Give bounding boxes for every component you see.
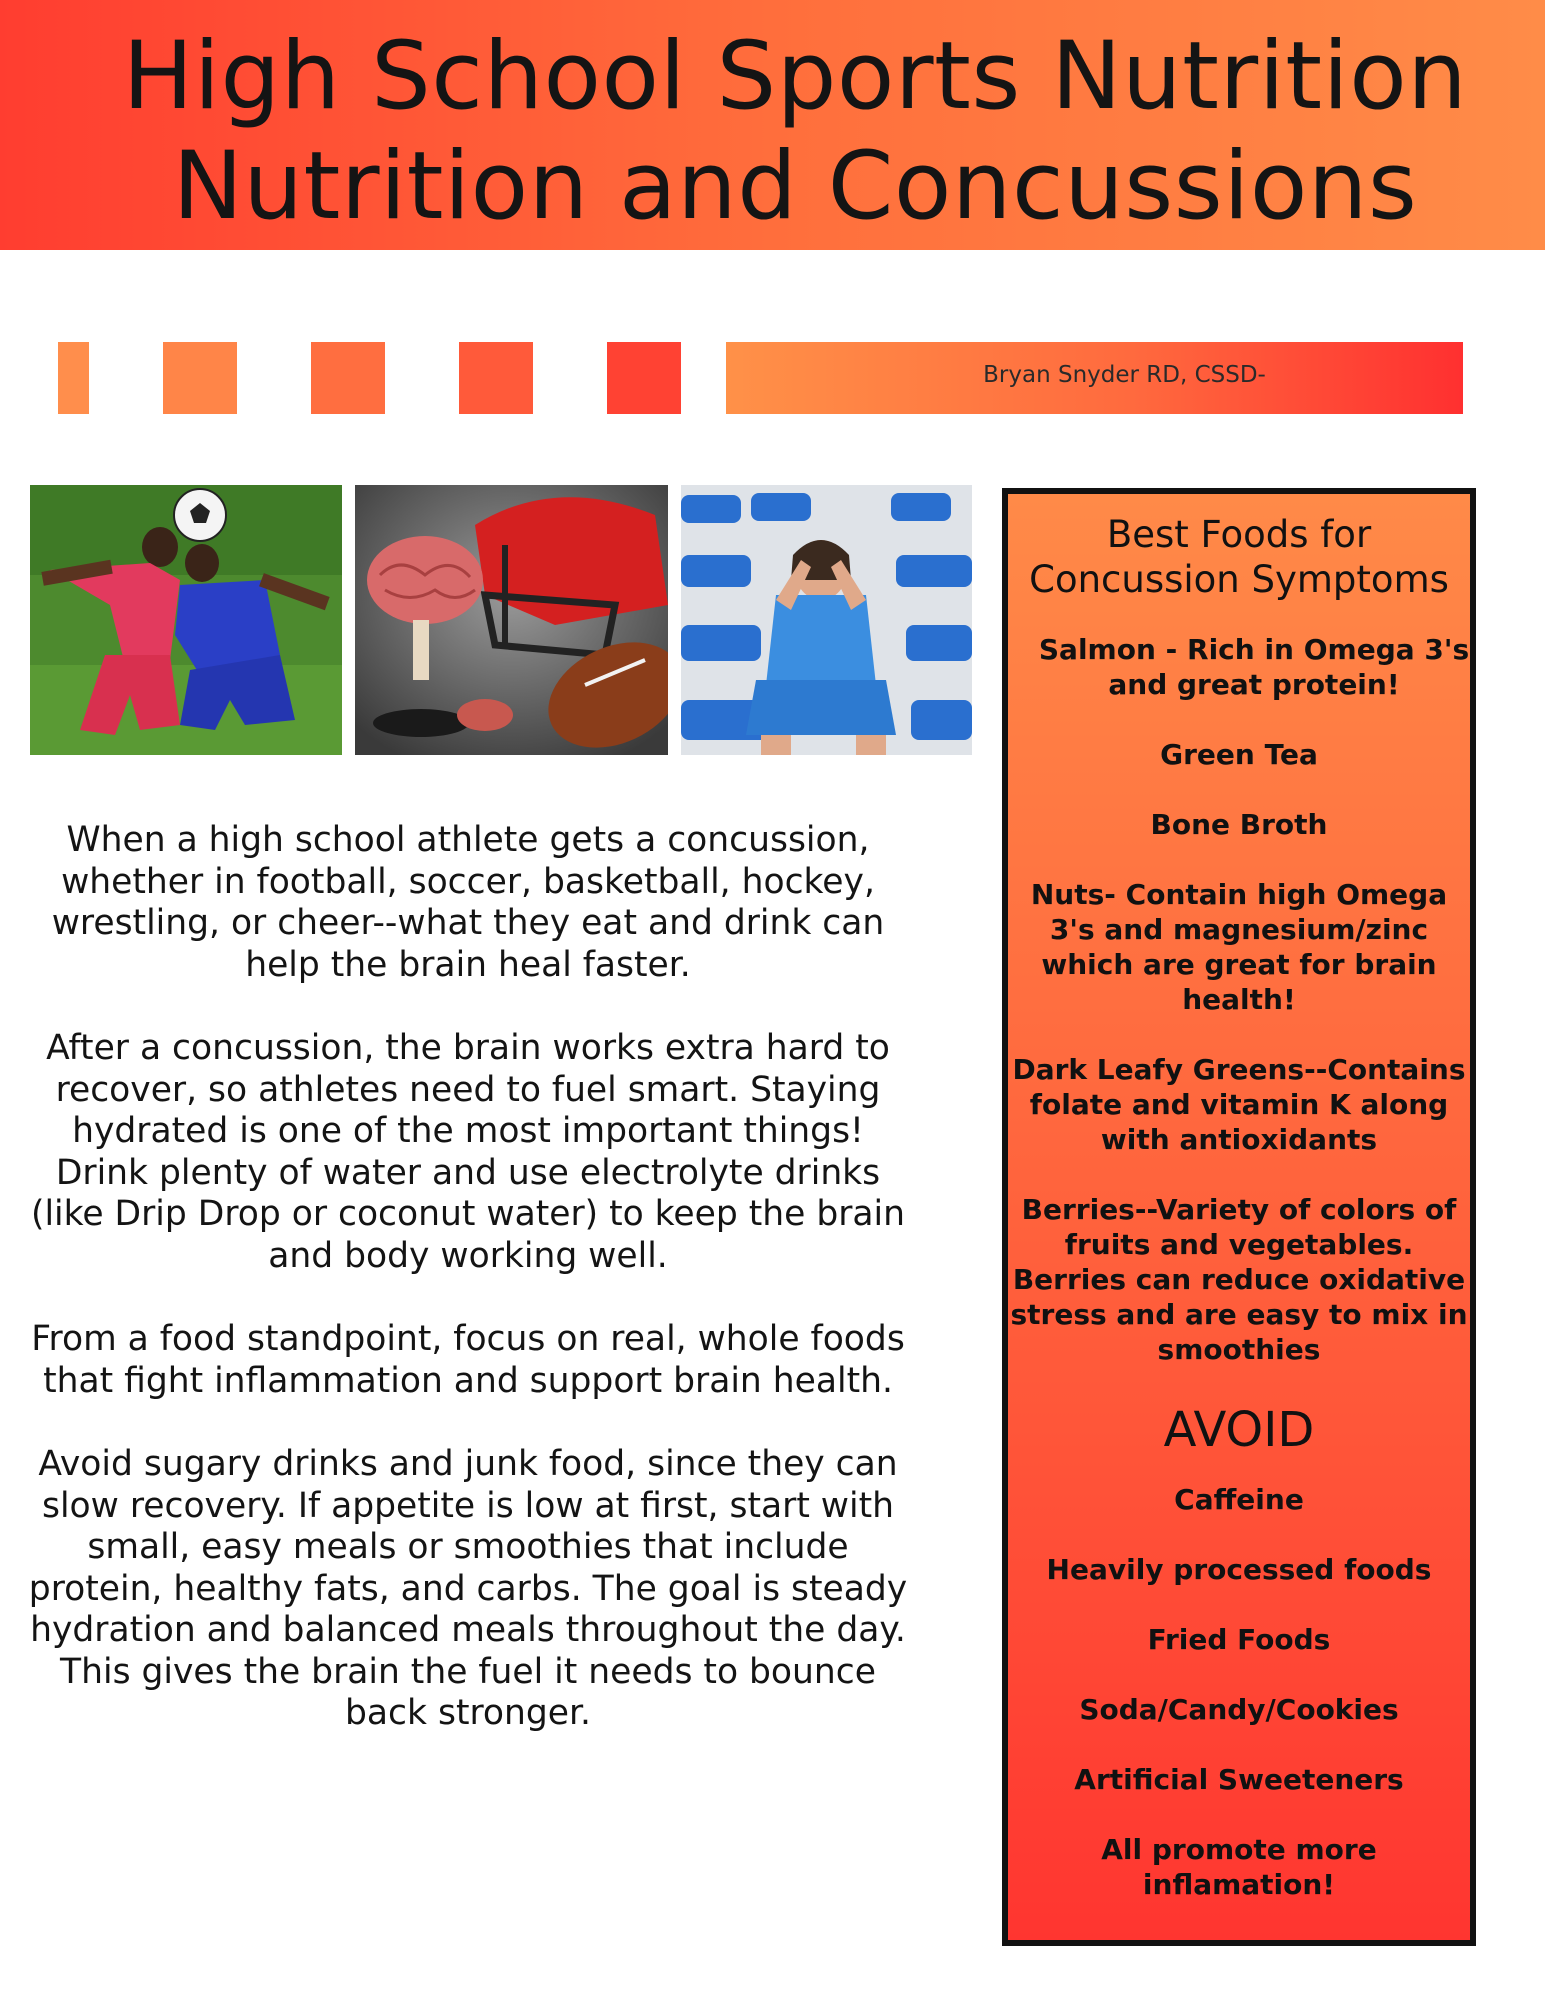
food-item-salmon: Salmon - Rich in Omega 3's and great protein! <box>1038 633 1470 701</box>
avoid-item-fried-foods: Fried Foods <box>1147 1623 1331 1656</box>
food-item-nuts: Nuts- Contain high Omega 3's and magnesium/zinc which are great for brain health! <box>1030 878 1448 1016</box>
avoid-item-processed-foods: Heavily processed foods <box>1046 1553 1432 1586</box>
photo-athlete-head-in-hands <box>681 485 972 755</box>
sidebar-title: Best Foods for Concussion Symptoms <box>1029 513 1449 601</box>
food-item-green-tea: Green Tea <box>1160 738 1318 771</box>
food-item-leafy-greens: Dark Leafy Greens--Contains folate and vitamin K along with antioxidants <box>1012 1053 1466 1156</box>
decor-square-2 <box>163 342 237 414</box>
avoid-note: All promote more inflamation! <box>1101 1833 1377 1901</box>
decor-square-5 <box>607 342 681 414</box>
header-banner <box>0 0 1545 250</box>
best-foods-list <box>1008 632 1470 1367</box>
title-line-1: High School Sports Nutrition <box>122 22 1468 131</box>
decor-square-3 <box>311 342 385 414</box>
avoid-item-soda-candy: Soda/Candy/Cookies <box>1079 1693 1399 1726</box>
body-paragraph-3: From a food standpoint, focus on real, whole foods that fight inflammation and support brain health. <box>31 1319 905 1401</box>
avoid-heading: AVOID <box>1163 1402 1315 1458</box>
photo-soccer-players <box>30 485 342 755</box>
avoid-item-caffeine: Caffeine <box>1174 1483 1304 1516</box>
body-paragraph-1: When a high school athlete gets a concussion, whether in football, soccer, basketball, hockey, wrestling, or cheer--what they eat and drink can help the brain heal faster. <box>51 820 885 985</box>
photo-brain-model-helmet <box>355 485 668 755</box>
body-paragraph-2: After a concussion, the brain works extra hard to recover, so athletes need to fuel smart. Staying hydrated is one of the most important things! Drink plenty of water and use electrolyte drinks (like Drip Drop or coconut water) to keep the brain and body working well. <box>30 1028 906 1276</box>
food-item-berries: Berries--Variety of colors of fruits and vegetables. Berries can reduce oxidative stress and are easy to mix in smoothies <box>1010 1193 1468 1366</box>
main-body-text <box>28 820 908 1777</box>
author-bar <box>726 342 1463 414</box>
author-credit: Bryan Snyder RD, CSSD- <box>983 362 1266 388</box>
avoid-item-sweeteners: Artificial Sweeteners <box>1074 1763 1404 1796</box>
best-foods-sidebar <box>1002 488 1476 1946</box>
title-line-2: Nutrition and Concussions <box>172 132 1418 241</box>
food-item-bone-broth: Bone Broth <box>1150 808 1328 841</box>
page-title <box>0 22 1545 242</box>
avoid-list <box>1008 1482 1470 1797</box>
decor-square-1 <box>58 342 89 414</box>
body-paragraph-4: Avoid sugary drinks and junk food, since they can slow recovery. If appetite is low at first, start with small, easy meals or smoothies that include protein, healthy fats, and carbs. The goal is steady hydration and balanced meals throughout the day. This gives the brain the fuel it needs to bounce back stronger. <box>28 1444 908 1733</box>
decor-square-4 <box>459 342 533 414</box>
